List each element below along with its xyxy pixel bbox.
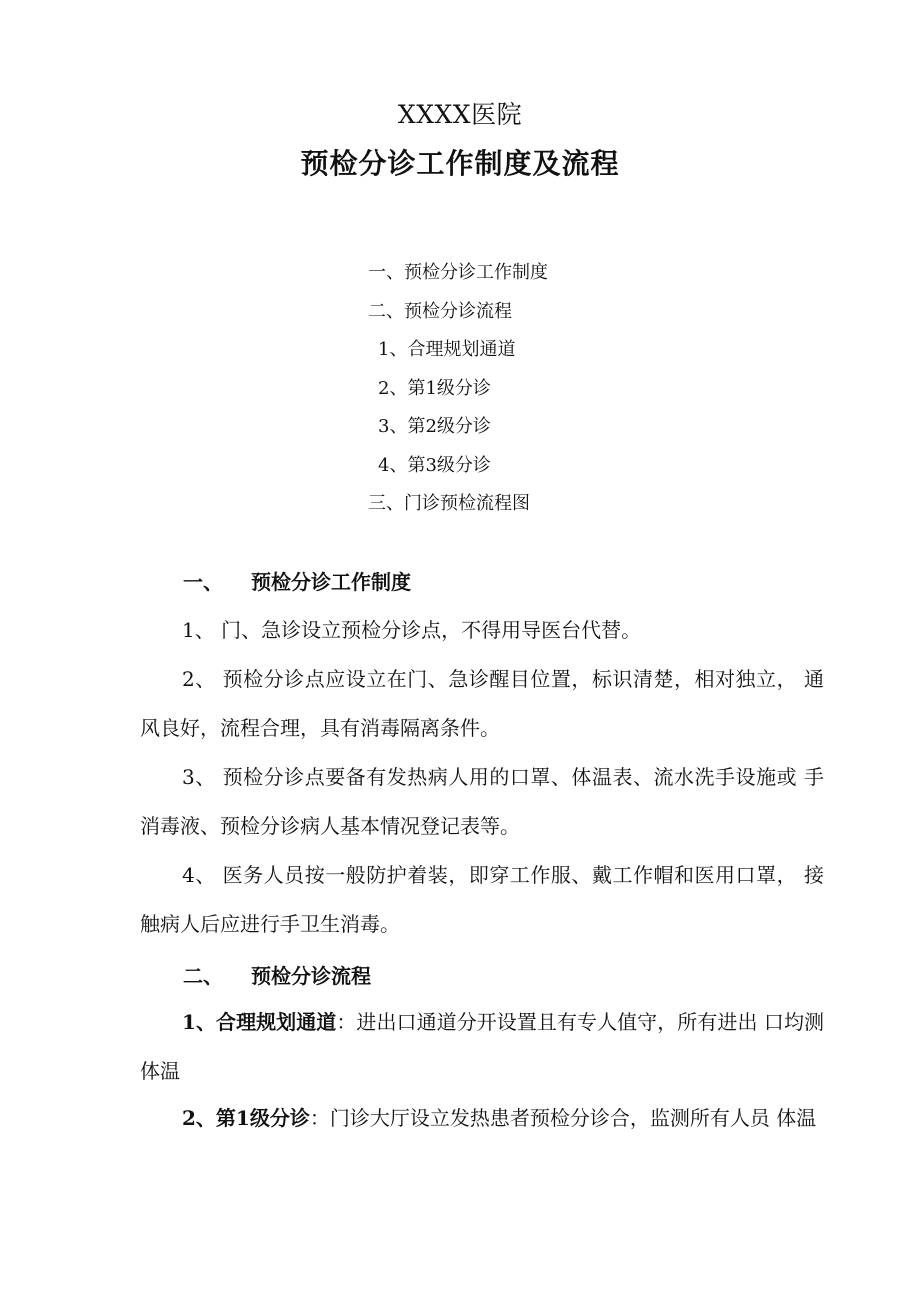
toc-item: 2、第1级分诊 [378, 377, 491, 399]
toc-item: 二、预检分诊流程 [368, 300, 512, 322]
paragraph: 3、 预检分诊点要备有发热病人用的口罩、体温表、流水洗手设施或 手消毒液、预检分诊病人基本情况登记表等。 [140, 765, 824, 838]
toc-item: 一、预检分诊工作制度 [368, 262, 548, 283]
section-number: 二、 [183, 964, 223, 988]
toc-item: 4、第3级分诊 [378, 454, 491, 476]
toc-item: 3、第2级分诊 [378, 416, 491, 437]
paragraph-text: 门诊大厅设立发热患者预检分诊合，监测所有人员 体温 [329, 1106, 817, 1130]
paragraph-separator: ： [336, 1010, 357, 1034]
hospital-name: XXXX医院 [397, 100, 523, 129]
paragraph-text: 进出口通道分开设置且有专人值守，所有进出 口均测体温 [140, 1010, 825, 1083]
paragraph: 4、 医务人员按一般防护着装，即穿工作服、戴工作帽和医用口罩， 接触病人后应进行手卫生消毒。 [140, 863, 824, 936]
toc-item: 1、合理规划通道 [378, 339, 516, 360]
section-title: 预检分诊工作制度 [251, 570, 411, 594]
paragraph [140, 1094, 824, 1143]
paragraph-separator: ： [309, 1106, 330, 1130]
paragraph [140, 998, 824, 1096]
toc-item: 三、门诊预检流程图 [368, 493, 530, 514]
paragraph-lead: 1、合理规划通道 [182, 1010, 337, 1034]
section-title: 预检分诊流程 [251, 964, 371, 988]
paragraph: 2、 预检分诊点应设立在门、急诊醒目位置，标识清楚，相对独立， 通风良好，流程合理，具有消毒隔离条件。 [140, 667, 824, 740]
paragraph: 1、 门、急诊设立预检分诊点，不得用导医台代替。 [182, 618, 642, 642]
section-heading [183, 960, 371, 989]
section-heading [183, 566, 411, 595]
document-title: 预检分诊工作制度及流程 [300, 147, 620, 180]
paragraph-lead: 2、第1级分诊 [182, 1106, 310, 1130]
table-of-contents [368, 254, 668, 524]
section-number: 一、 [183, 570, 223, 594]
